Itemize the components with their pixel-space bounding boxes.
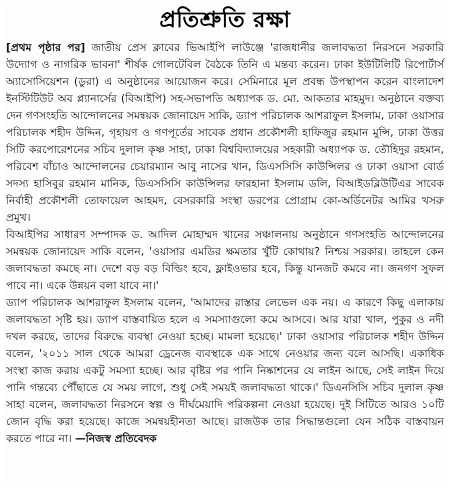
paragraph-1-text: জাতীয় প্রেস ক্লাবের ভিআইপি লাউঞ্জে 'রাজধানীর জলাবদ্ধতা নিরসনে সরকারি উদ্যোগ ও নাগরিক ভাবনা' শীর্ষক গোলটেবিল বৈঠকে তিনি এ মন্তব্য করেন। ঢাকা ইউটিলিটি রিপোর্টার্স অ্যাসোসিয়েশন (ডুরা) এ অনুষ্ঠানের আয়োজন করে। সেমিনারে মূল প্রবন্ধ উপস্থাপন করেন বাংলাদেশ ইনস্টিটিউট অব প্ল্যানার্সের (বিআইপি) সহ-সভাপতি অধ্যাপক ড. মো. আকতার মাহমুদ। অনুষ্ঠানে বক্তব্য দেন গণসংহতি আন্দোলনের সমন্বয়ক জোনায়েদ সাকি, ড্যাপ পরিচালক আশরাফুল ইসলাম, ঢাকা ওয়াসার পরিচালক শহীদ উদ্দিন, গৃহায়ণ ও গণপূর্তের সাবেক প্রধান প্রকৌশলী হাফিজুর রহমান মুন্সি, ঢাকা উত্তর সিটি করপোরেশনের সচিব দুলাল কৃষ্ণ সাহা, ঢাকা বিশ্ববিদ্যালয়ের সহকারী অধ্যাপক ড. তৌহিদুর রহমান, পরিবেশ বাঁচাও আন্দোলনের চেয়ারম্যান আবু নাসের খান, ডিএসসিসি কাউন্সিলর ও ঢাকা ওয়াসা বোর্ড সদস্য হাসিবুর রহমান মানিক, ডিএসসিসি কাউন্সিলর ফারহানা ইসলাম ডলি, বিআইডব্লিউটিএর সাবেক নির্বাহী প্রকৌশলী তোফায়েল আহমদ, বেসরকারি সংস্থা ডরপের প্রোগ্রাম কো-অর্ডিনেটর আমির খসরু প্রমুখ।	[6, 42, 444, 224]
article-body	[4, 40, 446, 448]
newspaper-clipping	[4, 2, 446, 486]
article-paragraph-2: বিআইপির সাধারণ সম্পাদক ড. আদিল মোহাম্মদ খানের সঞ্চালনায় অনুষ্ঠানে গণসংহতি আন্দোলনের সমন্বয়ক জোনায়েদ সাকি বলেন, 'ওয়াসার এমডির ক্ষমতার খুঁটি কোথায়? নিশ্চয় সরকার। তাহলে কেন জলাবদ্ধতা কমছে না। দেশে বড় বড় বিল্ডিং হবে, ফ্লাইওভার হবে, কিন্তু যানজট কমবে না। জনগণ সুফল পাবে না। একে উন্নয়ন বলা যাবে না।'	[6, 229, 444, 292]
paragraph-3-text: ড্যাপ পরিচালক আশরাফুল ইসলাম বলেন, 'আমাদের রাস্তার লেভেল এক নয়। এ কারণে কিছু এলাকায় জলাবদ্ধতা সৃষ্টি হয়। ড্যাপ বাস্তবায়িত হলে এ সমস্যাগুলো কমে আসবে। আর যারা খাল, পুকুর ও নদী দখল করছে, তাদের বিরুদ্ধে ব্যবস্থা নেওয়া হচ্ছে। মামলা হয়েছে।' ঢাকা ওয়াসার পরিচালক শহীদ উদ্দিন বলেন, '২০১১ সাল থেকে আমরা ড্রেনেজ ব্যবস্থাকে এক সাথে নেওয়ার জন্য বলে আসছি। একাধিক সংস্থা কাজ করায় একটু সমস্যা হচ্ছে। আর বৃষ্টির পর পানি নিষ্কাশনের যে লাইন আছে, সেই লাইন দিয়ে পানি গন্তব্যে পৌঁছাতে যে সময় লাগে, শুধু সেই সময়ই জলাবদ্ধতা থাকে।' ডিএনসিসি সচিব দুলাল কৃষ্ণ সাহা বলেন, জলাবদ্ধতা নিরসনে স্বল্প ও দীর্ঘমেয়াদি পরিকল্পনা নেওয়া হয়েছে। দুই সিটিতে আরও ১০টি জোন বৃদ্ধি করা হয়েছে। কাজে সমন্বয়হীনতা আছে। রাজউক তার সিদ্ধান্তগুলো যেন সঠিক বাস্তবায়ন করতে পারে না।	[6, 297, 444, 445]
article-paragraph-1	[6, 40, 444, 227]
article-headline: প্রতিশ্রুতি রক্ষা	[159, 7, 291, 33]
continued-from-front-page-tag: [প্রথম পৃষ্ঠার পর]	[6, 42, 86, 54]
article-paragraph-3	[6, 295, 444, 448]
byline: —নিজস্ব প্রতিবেদক	[75, 433, 157, 445]
